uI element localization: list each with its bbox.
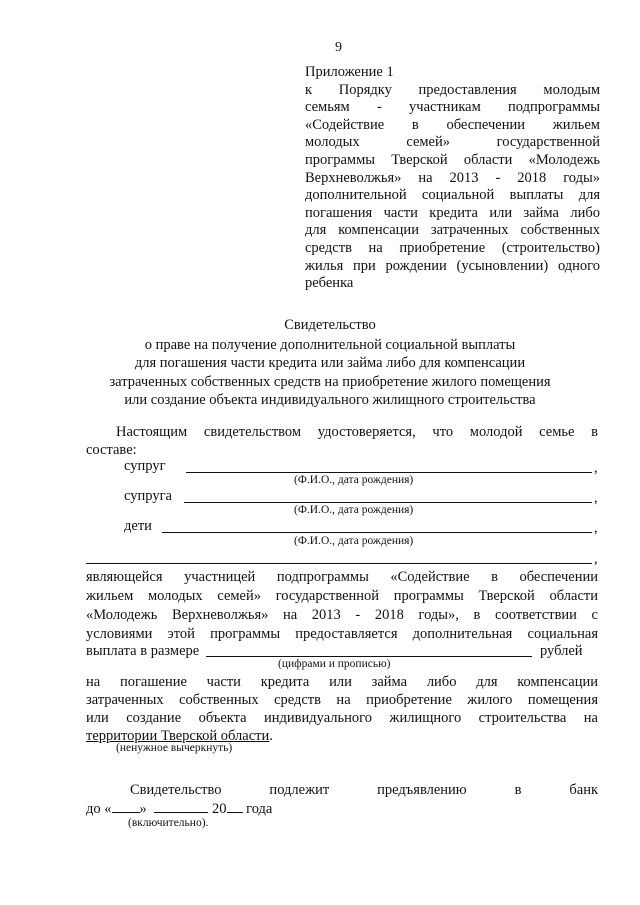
appendix-line: программы Тверской области «Молодежь xyxy=(305,151,600,168)
certificate-subtitle xyxy=(60,336,600,410)
payment-suffix: рублей xyxy=(540,643,583,659)
wife-line[interactable] xyxy=(184,502,592,503)
appendix-line: погашения части кредита или займа либо xyxy=(305,204,600,221)
appendix-line: семьям - участникам подпрограммы xyxy=(305,99,600,116)
subtitle-line: о праве на получение дополнительной социальной выплаты xyxy=(144,337,516,353)
para-line: являющейся участницей подпрограммы «Содействие в обеспечении xyxy=(86,569,598,585)
children-label: дети xyxy=(124,518,152,534)
appendix-line: Приложение 1 xyxy=(305,64,394,80)
appendix-line: средств на приобретение (строительство) xyxy=(305,239,600,256)
children-extra-line[interactable] xyxy=(86,563,592,564)
fio-caption: (Ф.И.О., дата рождения) xyxy=(294,504,414,516)
appendix-line: «Содействие в обеспечении жильем xyxy=(305,116,600,133)
page-number: 9 xyxy=(335,40,342,55)
comma: , xyxy=(594,551,598,567)
strike-note: (ненужное вычеркнуть) xyxy=(116,742,233,754)
territory-text: территории Тверской области xyxy=(86,728,270,744)
appendix-note xyxy=(305,64,600,293)
subtitle-line: или создание объекта индивидуального жилищного строительства xyxy=(124,392,536,409)
payment-amount-line[interactable] xyxy=(206,656,532,657)
appendix-line: к Порядку предоставления молодым xyxy=(305,81,600,98)
appendix-line: для компенсации затраченных собственных xyxy=(305,222,600,239)
until-mid: » xyxy=(139,801,147,817)
territory-end: . xyxy=(269,728,273,744)
comma: , xyxy=(594,490,598,506)
intro-line: Настоящим свидетельством удостоверяется, что молодой семье в xyxy=(116,424,598,440)
until-month-field[interactable] xyxy=(154,800,208,813)
husband-line[interactable] xyxy=(186,472,592,473)
present-line: Свидетельство подлежит предъявлению в банк xyxy=(130,782,598,798)
appendix-line: ребенка xyxy=(305,275,354,292)
appendix-line: молодых семей» государственной xyxy=(305,134,600,151)
until-year-suffix: года xyxy=(246,801,273,817)
amount-caption: (цифрами и прописью) xyxy=(278,658,391,670)
para-line: «Молодежь Верхневолжья» на 2013 - 2018 годы», в соответствии с xyxy=(86,607,598,623)
para-line: условиями этой программы предоставляется дополнительная социальная xyxy=(86,626,598,642)
subtitle-line: для погашения части кредита или займа либо для компенсации xyxy=(134,355,526,372)
comma: , xyxy=(594,460,598,476)
appendix-line: жилья при рождении (усыновлении) одного xyxy=(305,257,600,274)
subtitle-line: затраченных собственных средств на приобретение жилого помещения xyxy=(109,373,551,390)
inclusive-note: (включительно). xyxy=(128,817,209,829)
para-line: или создание объекта индивидуального жилищного строительства на xyxy=(86,710,598,726)
appendix-line: дополнительной социальной выплаты для xyxy=(305,187,600,204)
until-year-field[interactable] xyxy=(227,800,243,813)
intro-line: составе: xyxy=(86,442,137,458)
para-line: на погашение части кредита или займа либо для компенсации xyxy=(86,674,598,690)
husband-label: супруг xyxy=(124,458,166,474)
appendix-line: Верхневолжья» на 2013 - 2018 годы» xyxy=(305,169,600,186)
until-day-field[interactable] xyxy=(112,800,140,813)
certificate-title: Свидетельство xyxy=(284,317,376,333)
comma: , xyxy=(594,520,598,536)
para-line: жильем молодых семей» государственной программы Тверской области xyxy=(86,588,598,604)
until-date xyxy=(86,800,272,818)
until-year-prefix: 20 xyxy=(212,801,227,817)
fio-caption: (Ф.И.О., дата рождения) xyxy=(294,535,414,547)
children-line[interactable] xyxy=(162,532,592,533)
para-line: затраченных собственных средств на приобретение жилого помещения xyxy=(86,692,598,708)
fio-caption: (Ф.И.О., дата рождения) xyxy=(294,474,414,486)
until-prefix: до « xyxy=(86,801,112,817)
wife-label: супруга xyxy=(124,488,172,504)
payment-prefix: выплата в размере xyxy=(86,643,200,659)
